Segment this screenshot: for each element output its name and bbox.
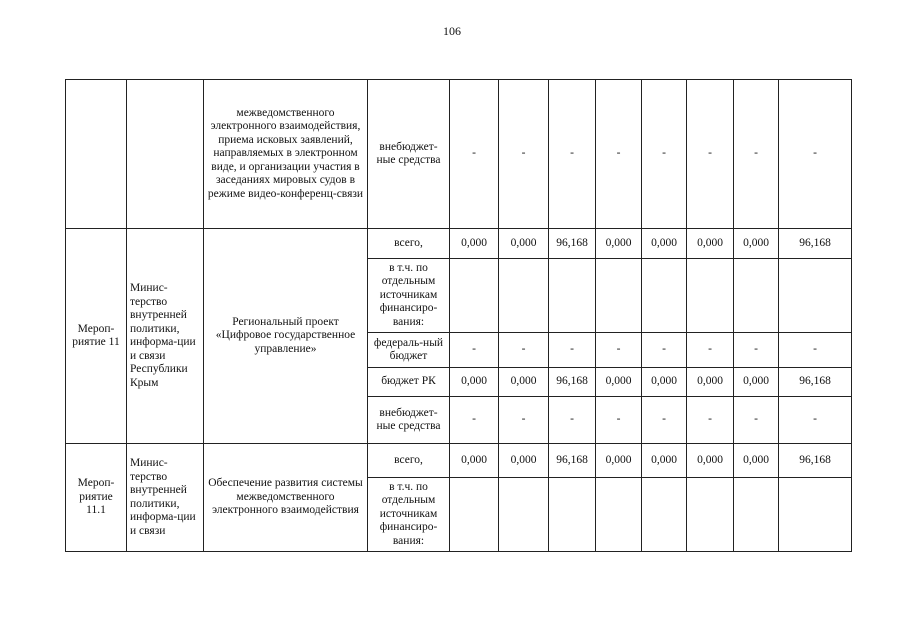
value-cell <box>549 478 596 552</box>
value-cell: 0,000 <box>687 229 734 259</box>
value-cell <box>549 259 596 333</box>
value-cell: - <box>779 333 852 368</box>
value-cell: - <box>450 397 499 444</box>
funding-source-cell: внебюджет-ные средства <box>368 397 450 444</box>
value-cell: - <box>596 333 642 368</box>
value-cell: 0,000 <box>642 444 687 478</box>
value-cell: 96,168 <box>549 368 596 397</box>
event-name-cell: Обеспечение развития системы межведомственного электронного взаимодействия <box>204 444 368 552</box>
value-cell: 0,000 <box>450 444 499 478</box>
value-cell: 0,000 <box>687 368 734 397</box>
value-cell <box>596 478 642 552</box>
value-cell: - <box>450 80 499 229</box>
value-cell <box>779 259 852 333</box>
value-cell: - <box>549 333 596 368</box>
value-cell <box>499 478 549 552</box>
table-row <box>66 229 852 259</box>
event-label-cell: Мероп-риятие 11.1 <box>66 444 127 552</box>
value-cell <box>734 478 779 552</box>
executor-cell <box>127 80 204 229</box>
value-cell: 0,000 <box>450 368 499 397</box>
executor-cell: Минис-терство внутренней политики, информа-ции и связи <box>127 444 204 552</box>
value-cell <box>734 259 779 333</box>
value-cell: 0,000 <box>596 229 642 259</box>
value-cell <box>642 478 687 552</box>
value-cell: - <box>642 80 687 229</box>
funding-source-cell: в т.ч. по отдельным источникам финансиро-вания: <box>368 478 450 552</box>
value-cell: - <box>549 80 596 229</box>
page-number: 106 <box>443 24 461 38</box>
value-cell: 96,168 <box>779 444 852 478</box>
value-cell <box>596 259 642 333</box>
funding-source-cell: всего, <box>368 229 450 259</box>
value-cell: - <box>734 333 779 368</box>
value-cell: - <box>687 80 734 229</box>
executor-cell: Минис-терство внутренней политики, информа-ции и связи Республики Крым <box>127 229 204 444</box>
value-cell: - <box>450 333 499 368</box>
value-cell: 96,168 <box>549 444 596 478</box>
event-label-cell: Мероп-риятие 11 <box>66 229 127 444</box>
value-cell: 0,000 <box>642 368 687 397</box>
funding-source-cell: бюджет РК <box>368 368 450 397</box>
value-cell: - <box>499 333 549 368</box>
value-cell: 0,000 <box>499 368 549 397</box>
funding-source-cell: федераль-ный бюджет <box>368 333 450 368</box>
value-cell: 0,000 <box>734 368 779 397</box>
value-cell: 96,168 <box>779 368 852 397</box>
value-cell: 0,000 <box>734 229 779 259</box>
funding-source-cell: внебюджет-ные средства <box>368 80 450 229</box>
value-cell: - <box>642 397 687 444</box>
value-cell: - <box>687 333 734 368</box>
event-name-cell: Региональный проект «Цифровое государственное управление» <box>204 229 368 444</box>
funding-source-cell: всего, <box>368 444 450 478</box>
value-cell: 0,000 <box>499 444 549 478</box>
value-cell: - <box>687 397 734 444</box>
funding-source-cell: в т.ч. по отдельным источникам финансиро-вания: <box>368 259 450 333</box>
value-cell: 96,168 <box>779 229 852 259</box>
value-cell <box>642 259 687 333</box>
value-cell: 96,168 <box>549 229 596 259</box>
value-cell: - <box>549 397 596 444</box>
value-cell: - <box>499 80 549 229</box>
value-cell: - <box>734 80 779 229</box>
value-cell: - <box>596 397 642 444</box>
value-cell: 0,000 <box>642 229 687 259</box>
value-cell: - <box>596 80 642 229</box>
value-cell: - <box>779 80 852 229</box>
value-cell: 0,000 <box>596 368 642 397</box>
budget-table <box>65 79 852 552</box>
value-cell: - <box>779 397 852 444</box>
value-cell: 0,000 <box>734 444 779 478</box>
table-row <box>66 444 852 478</box>
value-cell: - <box>499 397 549 444</box>
value-cell <box>450 478 499 552</box>
value-cell <box>499 259 549 333</box>
event-label-cell <box>66 80 127 229</box>
value-cell: 0,000 <box>596 444 642 478</box>
value-cell: 0,000 <box>687 444 734 478</box>
event-name-cell: межведомственного электронного взаимодействия, приема исковых заявлений, направляемых в электронном виде, и организации участия в заседаниях мировых судов в режиме видео-конференц-связи <box>204 80 368 229</box>
value-cell: 0,000 <box>450 229 499 259</box>
value-cell <box>687 259 734 333</box>
table-row <box>66 80 852 229</box>
value-cell: - <box>734 397 779 444</box>
value-cell <box>687 478 734 552</box>
value-cell <box>779 478 852 552</box>
value-cell: 0,000 <box>499 229 549 259</box>
value-cell: - <box>642 333 687 368</box>
value-cell <box>450 259 499 333</box>
